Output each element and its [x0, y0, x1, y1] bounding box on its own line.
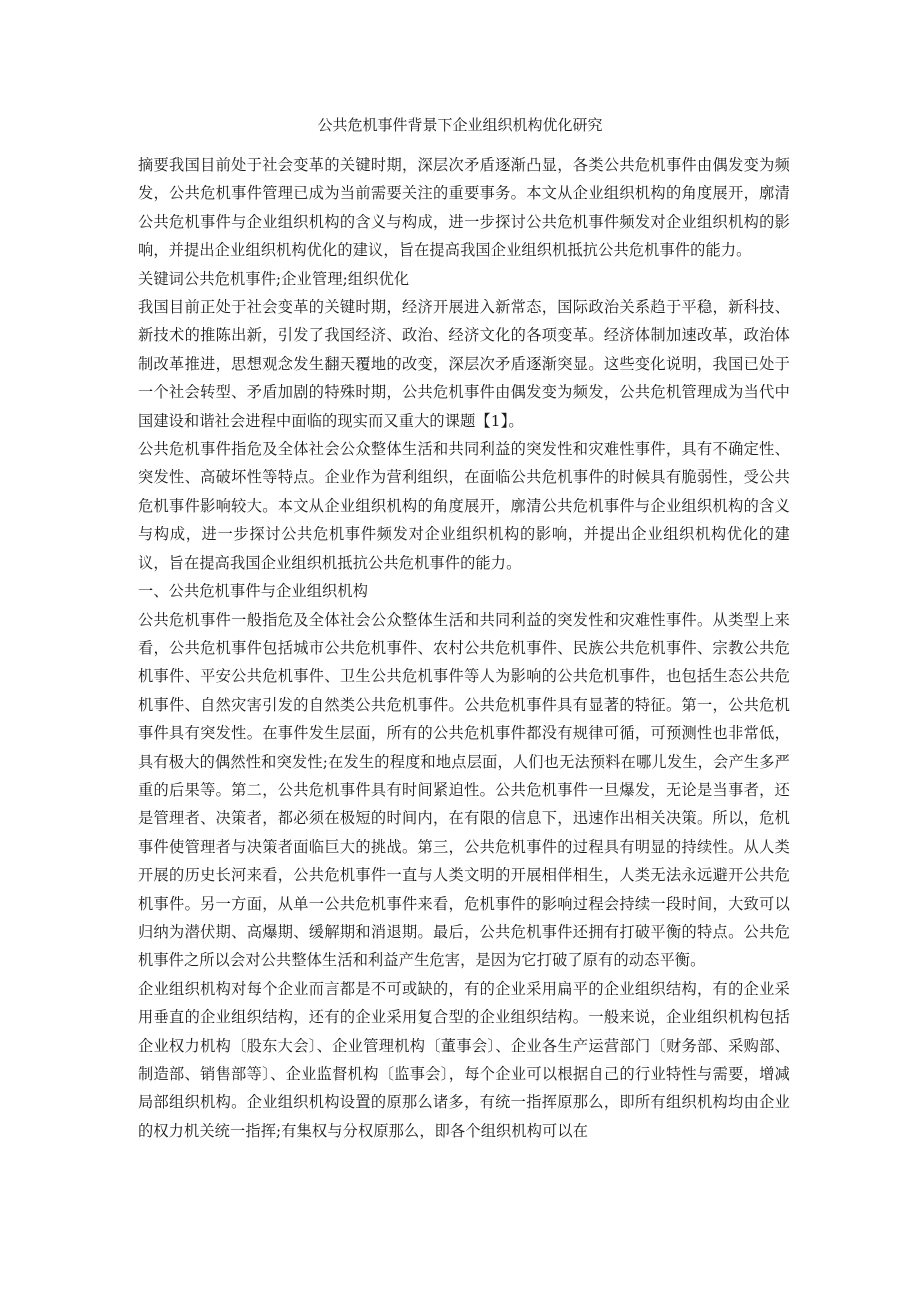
document-body — [138, 151, 790, 1145]
body-paragraph: 公共危机事件一般指危及全体社会公众整体生活和共同利益的突发性和灾难性事件。从类型上来看，公共危机事件包括城市公共危机事件、农村公共危机事件、民族公共危机事件、宗教公共危机事件、平安公共危机事件、卫生公共危机事件等人为影响的公共危机事件，也包括生态公共危机事件、自然灾害引发的自然类公共危机事件。公共危机事件具有显著的特征。第一，公共危机事件具有突发性。在事件发生层面，所有的公共危机事件都没有规律可循，可预测性也非常低，具有极大的偶然性和突发性;在发生的程度和地点层面，人们也无法预料在哪儿发生，会产生多严重的后果等。第二，公共危机事件具有时间紧迫性。公共危机事件一旦爆发，无论是当事者，还是管理者、决策者，都必须在极短的时间内，在有限的信息下，迅速作出相关决策。所以，危机事件使管理者与决策者面临巨大的挑战。第三，公共危机事件的过程具有明显的持续性。从人类开展的历史长河来看，公共危机事件一直与人类文明的开展相伴相生，人类无法永远避开公共危机事件。另一方面，从单一公共危机事件来看，危机事件的影响过程会持续一段时间，大致可以归纳为潜伏期、高爆期、缓解期和消退期。最后，公共危机事件还拥有打破平衡的特点。公共危机事件之所以会对公共整体生活和利益产生危害，是因为它打破了原有的动态平衡。 — [138, 610, 790, 970]
keywords-line: 关键词公共危机事件;企业管理;组织优化 — [138, 269, 410, 288]
document-title: 公共危机事件背景下企业组织机构优化研究 — [317, 116, 603, 134]
body-paragraph: 公共危机事件指危及全体社会公众整体生活和共同利益的突发性和灾难性事件，具有不确定性、突发性、高破坏性等特点。企业作为营利组织，在面临公共危机事件的时候具有脆弱性，受公共危机事件影响较大。本文从企业组织机构的角度展开，廓清公共危机事件与企业组织机构的含义与构成，进一步探讨公共危机事件频发对企业组织机构的影响，并提出企业组织机构优化的建议，旨在提高我国企业组织机抵抗公共危机事件的能力。 — [138, 440, 790, 572]
body-paragraph: 企业组织机构对每个企业而言都是不可或缺的，有的企业采用扁平的企业组织结构，有的企业采用垂直的企业组织结构，还有的企业采用复合型的企业组织结构。一般来说，企业组织机构包括企业权力机构〔股东大会〕、企业管理机构〔董事会〕、企业各生产运营部门〔财务部、采购部、制造部、销售部等〕、企业监督机构〔监事会〕，每个企业可以根据自己的行业特性与需要，增减局部组织机构。企业组织机构设置的原那么诸多，有统一指挥原那么，即所有组织机构均由企业的权力机关统一指挥;有集权与分权原那么，即各个组织机构可以在 — [138, 979, 790, 1140]
abstract-paragraph: 摘要我国目前处于社会变革的关键时期，深层次矛盾逐渐凸显，各类公共危机事件由偶发变为频发，公共危机事件管理已成为当前需要关注的重要事务。本文从企业组织机构的角度展开，廓清公共危机事件与企业组织机构的含义与构成，进一步探讨公共危机事件频发对企业组织机构的影响，并提出企业组织机构优化的建议，旨在提高我国企业组织机抵抗公共危机事件的能力。 — [138, 156, 790, 260]
section-heading: 一、公共危机事件与企业组织机构 — [138, 582, 369, 601]
body-paragraph: 我国目前正处于社会变革的关键时期，经济开展进入新常态，国际政治关系趋于平稳，新科技、新技术的推陈出新，引发了我国经济、政治、经济文化的各项变革。经济体制加速改革，政治体制改革推进，思想观念发生翻天覆地的改变，深层次矛盾逐渐突显。这些变化说明，我国已处于一个社会转型、矛盾加剧的特殊时期，公共危机事件由偶发变为频发，公共危机管理成为当代中国建设和谐社会进程中面临的现实而又重大的课题【1】。 — [138, 298, 790, 430]
